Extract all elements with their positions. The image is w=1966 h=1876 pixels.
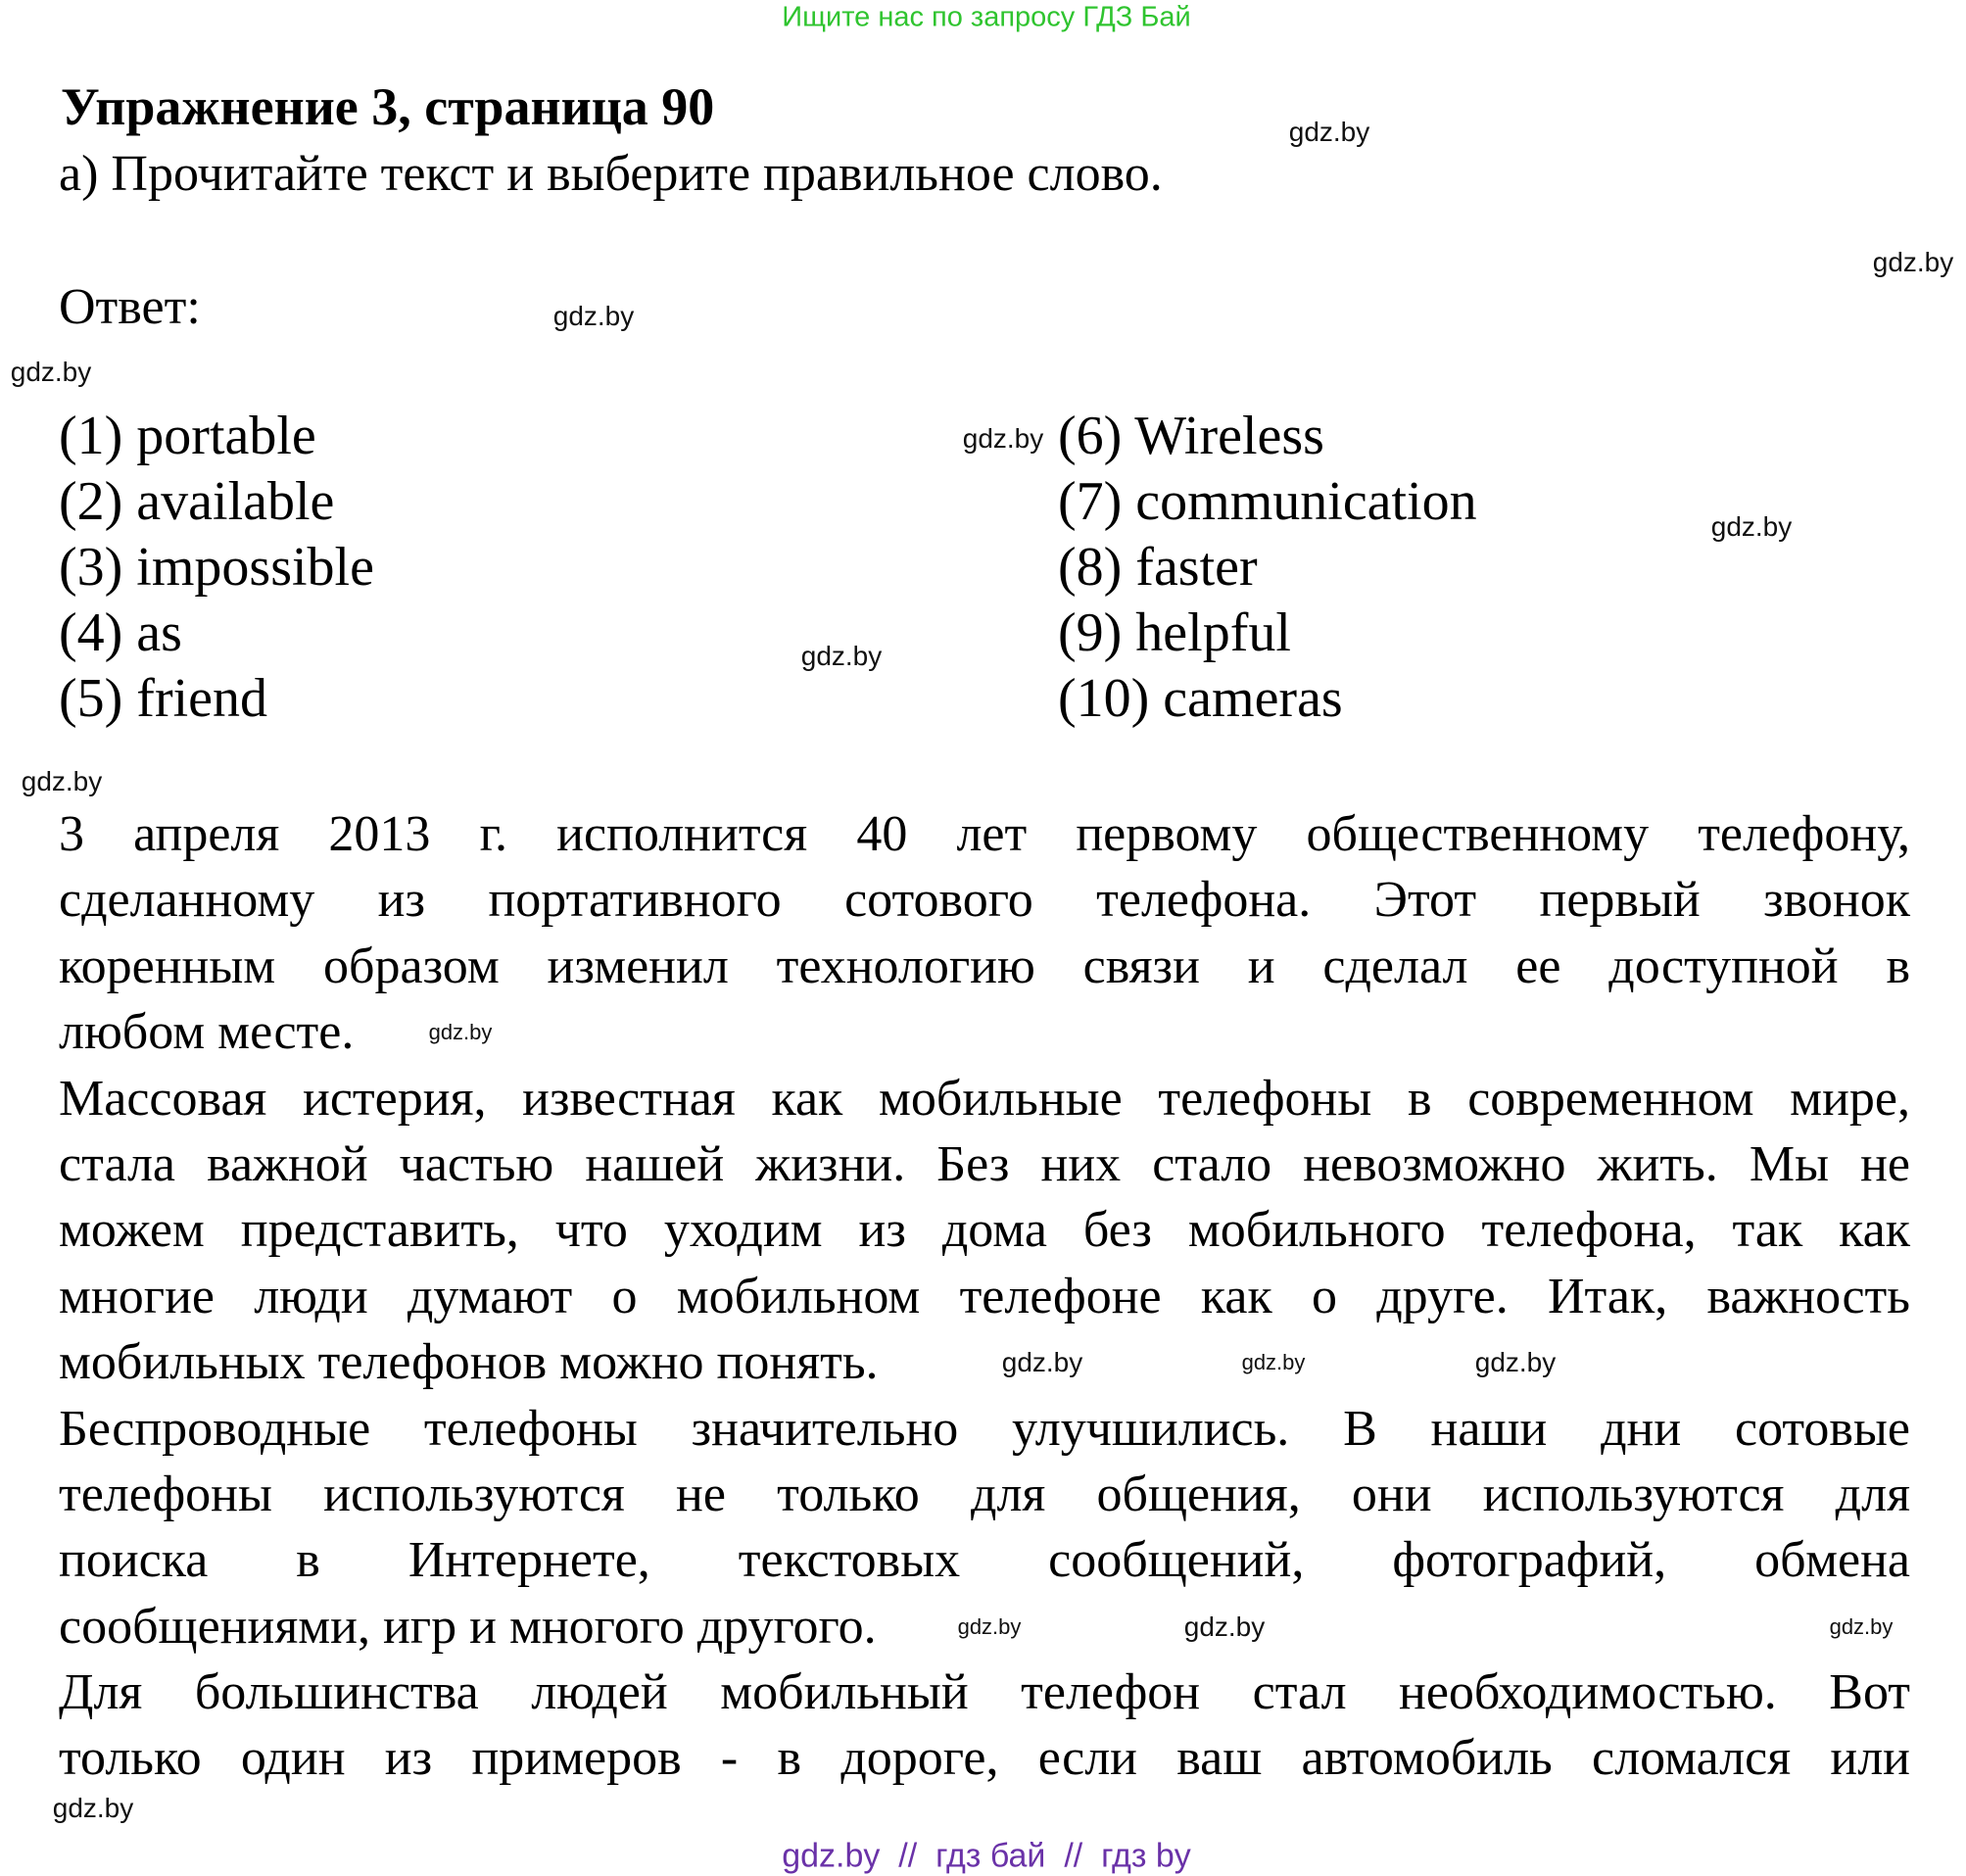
text-line: 3 апреля 2013 г. исполнится 40 лет первому общественному телефону, [59, 806, 1910, 862]
watermark: gdz.by [1001, 1347, 1083, 1377]
footer-links: gdz.by // гдз бай // гдз by [782, 1837, 1191, 1875]
page-title: Упражнение 3, страница 90 [61, 77, 715, 136]
text-line: сделанному из портативного сотового телефона. Этот первый звонок [59, 872, 1910, 929]
watermark: gdz.by [1288, 117, 1370, 147]
watermark: gdz.by [800, 641, 883, 671]
text-line: любом месте. [59, 1004, 355, 1061]
watermark: gdz.by [10, 357, 92, 387]
text-line: поиска в Интернете, текстовых сообщений, фотографий, обмена [59, 1532, 1910, 1589]
answer-item: (8) faster [1058, 537, 1258, 598]
watermark: gdz.by [21, 766, 103, 796]
watermark: gdz.by [1183, 1611, 1266, 1642]
watermark: gdz.by [1474, 1347, 1557, 1377]
answer-item: (6) Wireless [1058, 406, 1324, 466]
text-line: можем представить, что уходим из дома без мобильного телефона, так как [59, 1202, 1910, 1259]
text-line: только один из примеров - в дороге, если ваш автомобиль сломался или [59, 1730, 1910, 1787]
answer-item: (3) impossible [59, 537, 374, 598]
watermark: gdz.by [957, 1614, 1022, 1639]
text-line: коренным образом изменил технологию связи и сделал ее доступной в [59, 938, 1910, 994]
text-line: Массовая истерия, известная как мобильные телефоны в современном мире, [59, 1070, 1910, 1127]
watermark: gdz.by [52, 1793, 134, 1823]
answer-label: Ответ: [59, 279, 201, 335]
answer-item: (10) cameras [1058, 668, 1343, 729]
watermark: gdz.by [428, 1020, 493, 1044]
task-text: а) Прочитайте текст и выберите правильное слово. [59, 146, 1163, 202]
text-line: Беспроводные телефоны значительно улучшились. В наши дни сотовые [59, 1400, 1910, 1457]
text-line: сообщениями, игр и многого другого. [59, 1598, 877, 1655]
answers-left [59, 404, 374, 732]
watermark: gdz.by [1710, 511, 1793, 542]
search-banner: Ищите нас по запросу ГДЗ Бай [782, 1, 1191, 33]
watermark: gdz.by [1872, 247, 1954, 277]
answer-item: (4) as [59, 602, 182, 663]
answer-item: (9) helpful [1058, 602, 1291, 663]
answers-right [1058, 404, 1477, 732]
body-text [59, 801, 1910, 1792]
watermark: gdz.by [1829, 1614, 1894, 1639]
answer-item: (2) available [59, 471, 335, 532]
answer-item: (5) friend [59, 668, 268, 729]
text-line: Для большинства людей мобильный телефон стал необходимостью. Вот [59, 1664, 1910, 1721]
text-line: стала важной частью нашей жизни. Без них стало невозможно жить. Мы не [59, 1135, 1910, 1192]
watermark: gdz.by [552, 301, 635, 331]
answer-item: (7) communication [1058, 471, 1477, 532]
text-line: телефоны используются не только для общения, они используются для [59, 1466, 1910, 1522]
watermark: gdz.by [962, 423, 1044, 454]
watermark: gdz.by [1241, 1350, 1306, 1374]
text-line: многие люди думают о мобильном телефоне как о друге. Итак, важность [59, 1268, 1910, 1324]
answer-item: (1) portable [59, 406, 316, 466]
text-line: мобильных телефонов можно понять. [59, 1334, 879, 1391]
